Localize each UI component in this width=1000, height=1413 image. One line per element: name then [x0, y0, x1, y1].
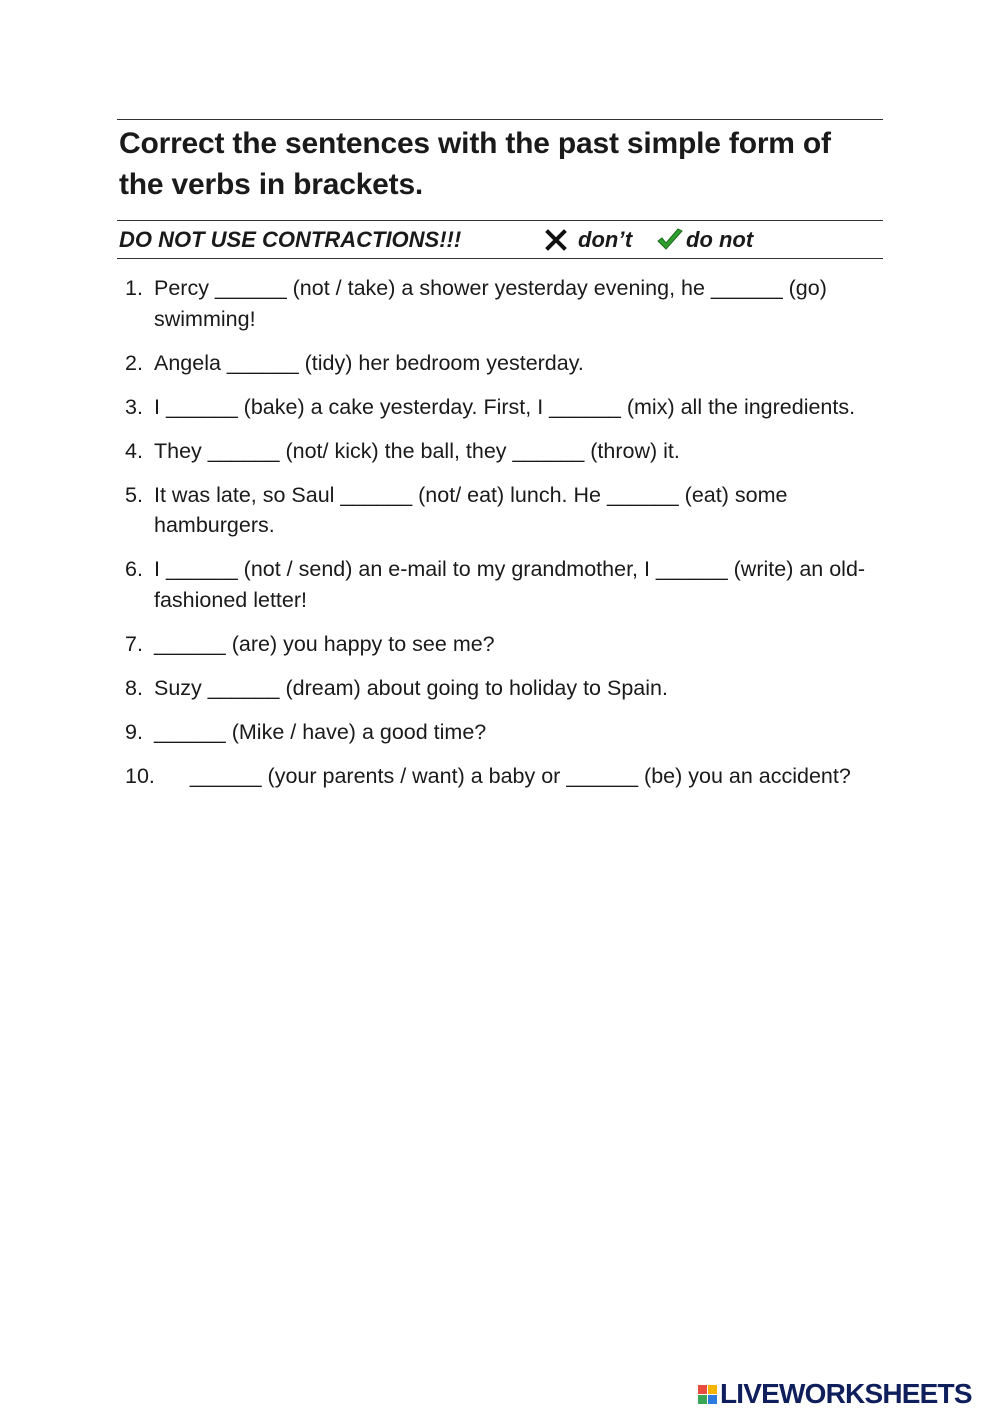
sentence-text: ______ (your parents / want) a baby or ______ (be) you an accident?: [154, 763, 851, 788]
list-item: [117, 392, 883, 423]
sentence-text: I ______ (not / send) an e-mail to my grandmother, I ______ (write) an old-fashioned letter!: [154, 557, 866, 612]
cross-icon: [544, 228, 568, 252]
sentence-text: They ______ (not/ kick) the ball, they ______ (throw) it.: [154, 438, 680, 463]
list-item: [117, 761, 883, 792]
sentence-text: Angela ______ (tidy) her bedroom yesterday.: [154, 350, 584, 375]
sentence-text: ______ (are) you happy to see me?: [154, 631, 495, 656]
list-item: [117, 480, 883, 541]
sentence-list: [117, 273, 883, 791]
liveworksheets-logo: [698, 1378, 972, 1410]
list-item: [117, 717, 883, 748]
list-item: [117, 436, 883, 467]
list-item: [117, 554, 883, 615]
item-number: 10.: [125, 763, 155, 788]
instruction-divider: [117, 258, 883, 259]
sentence-text: It was late, so Saul ______ (not/ eat) lunch. He ______ (eat) some hamburgers.: [154, 482, 788, 537]
item-number: 4.: [125, 438, 143, 463]
list-item: [117, 273, 883, 334]
sentence-text: Suzy ______ (dream) about going to holiday to Spain.: [154, 675, 668, 700]
item-number: 5.: [125, 482, 143, 507]
sentence-text: Percy ______ (not / take) a shower yesterday evening, he ______ (go) swimming!: [154, 276, 827, 331]
item-number: 3.: [125, 394, 143, 419]
sentence-text: I ______ (bake) a cake yesterday. First, I ______ (mix) all the ingredients.: [154, 394, 856, 419]
item-number: 2.: [125, 350, 143, 375]
wrong-example: don’t: [578, 226, 633, 252]
sentence-text: ______ (Mike / have) a good time?: [154, 719, 487, 744]
right-example: do not: [686, 226, 754, 252]
item-number: 1.: [125, 276, 143, 300]
list-item: [117, 348, 883, 379]
item-number: 6.: [125, 557, 143, 581]
item-number: 8.: [125, 675, 143, 700]
list-item: [117, 629, 883, 660]
logo-icon: [698, 1385, 717, 1404]
item-number: 9.: [125, 719, 143, 744]
item-number: 7.: [125, 631, 143, 656]
worksheet: [117, 119, 883, 805]
warning-text: DO NOT USE CONTRACTIONS!!!: [119, 226, 462, 252]
checkmark-icon: [656, 228, 684, 252]
instruction-bar: [117, 221, 883, 258]
list-item: [117, 673, 883, 704]
page-title: Correct the sentences with the past simple form of the verbs in brackets.: [119, 127, 831, 201]
logo-text: LIVEWORKSHEETS: [720, 1378, 972, 1409]
